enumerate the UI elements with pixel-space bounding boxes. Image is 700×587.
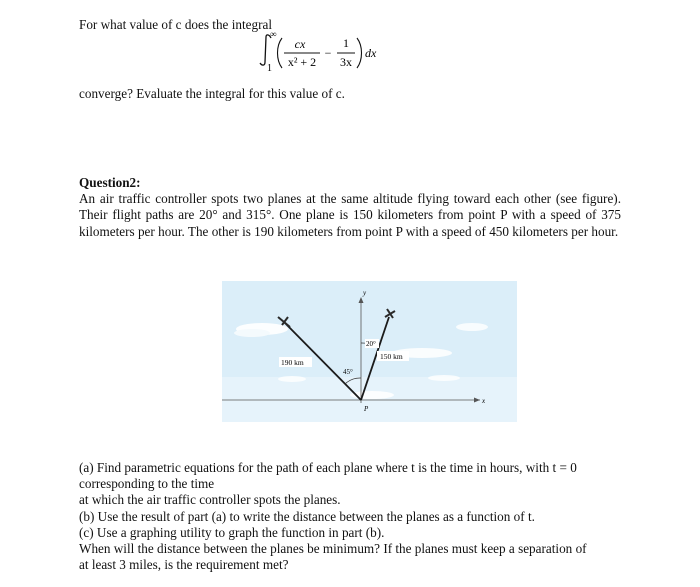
part-a-line3: at which the air traffic controller spots the planes.: [79, 492, 341, 507]
flight-path-figure: [222, 281, 517, 422]
minus-sign: −: [324, 46, 332, 60]
distance-150-label: 150 km: [380, 352, 403, 361]
cloud: [456, 323, 488, 331]
sky-lower-band: [222, 377, 517, 422]
upper-limit: ∞: [270, 29, 277, 39]
fraction1-numerator: cx: [294, 37, 306, 51]
part-a-line1: (a) Find parametric equations for the path of each plane where t is the time in hours, with t = 0: [79, 460, 577, 475]
lower-limit: 1: [267, 63, 272, 74]
problem1-intro: For what value of c does the integral: [79, 17, 272, 32]
final-question-line1: When will the distance between the planes be minimum? If the planes must keep a separation of: [79, 541, 587, 556]
problem1-after: converge? Evaluate the integral for this value of c.: [79, 86, 345, 101]
part-c: (c) Use a graphing utility to graph the function in part (b).: [79, 525, 385, 540]
question2-paragraph: An air traffic controller spots two planes at the same altitude flying toward each other (see figure). Their flight paths are 20° and 315°. One plane is 150 kilometers from point P with a speed of 375 kilometers per hour. The other is 190 kilometers from point P with a speed of 450 kilometers per hour.: [79, 191, 621, 239]
differential: dx: [365, 46, 377, 60]
fraction1-denominator: x² + 2: [287, 55, 317, 69]
y-axis-label: y: [363, 289, 367, 297]
distance-190-label: 190 km: [281, 358, 304, 367]
point-p-label: P: [364, 405, 369, 413]
question2-heading: Question2:: [79, 175, 141, 190]
fraction2-denominator: 3x: [340, 55, 352, 69]
cloud: [278, 376, 306, 382]
final-question-line2: at least 3 miles, is the requirement met?: [79, 557, 289, 572]
left-paren: [278, 38, 283, 68]
part-a-line2: corresponding to the time: [79, 476, 215, 491]
cloud: [428, 375, 460, 381]
right-paren: [357, 38, 362, 68]
cloud: [234, 329, 270, 337]
x-axis-label: x: [482, 397, 486, 405]
angle-20-label: 20°: [366, 340, 376, 348]
fraction2-numerator: 1: [343, 36, 349, 50]
integral-expression: [258, 26, 438, 76]
angle-45-label: 45°: [343, 368, 353, 376]
integral-sign: [260, 35, 271, 65]
part-b: (b) Use the result of part (a) to write the distance between the planes as a function of t.: [79, 509, 535, 524]
